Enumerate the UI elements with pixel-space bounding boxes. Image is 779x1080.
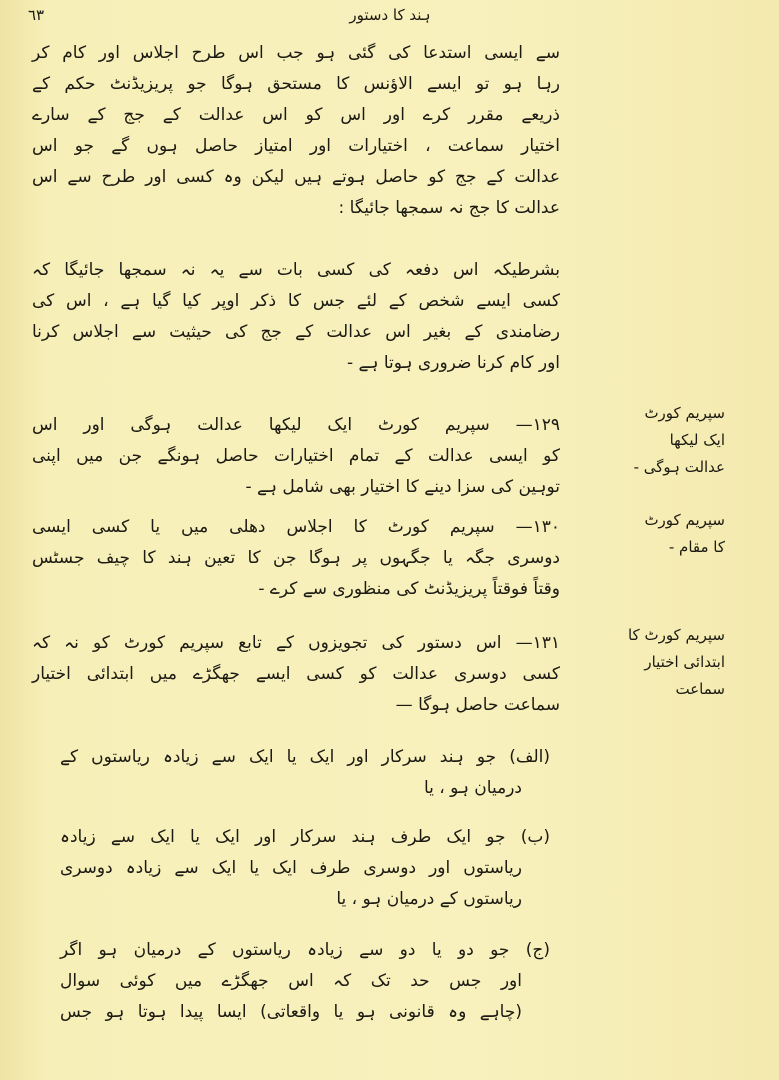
text-line: ذریعے مقرر کرے اور اس کو اس عدالت کے جج کے سارے [32, 105, 560, 125]
text-line: ۱۳۱— اس دستور کی تجویزوں کے تابع سپریم کورٹ کو نہ کہ [32, 633, 560, 653]
margin-note-line: عدالت ہوگی - [633, 458, 725, 476]
text-line: (ج) جو دو یا دو سے زیادہ ریاستوں کے درمیان ہو اگر [60, 940, 550, 960]
margin-note-131 [580, 622, 725, 703]
section-129 [32, 410, 560, 503]
text-line: (الف) جو ہند سرکار اور ایک یا ایک سے زیادہ ریاستوں کے [60, 747, 550, 767]
margin-note-line: سپریم کورٹ [644, 511, 725, 529]
text-line: ۱۲۹— سپریم کورٹ ایک لیکھا عدالت ہوگی اور اس [32, 415, 560, 435]
text-line: سماعت حاصل ہوگا — [395, 695, 560, 715]
paragraph-continuation [32, 38, 560, 224]
margin-note-line: سماعت [675, 680, 725, 698]
text-line: دوسری جگہ یا جگہوں پر ہوگا جن کا تعین ہند کا چیف جسٹس [32, 548, 560, 568]
margin-note-130 [580, 507, 725, 561]
margin-note-line: کا مقام - [668, 538, 725, 556]
text-line: (ب) جو ایک طرف ہند سرکار اور ایک یا ایک سے زیادہ [60, 827, 550, 847]
text-line: (چاہے وہ قانونی ہو یا واقعاتی) ایسا پیدا ہوتا ہو جس [60, 1002, 522, 1022]
text-line: بشرطیکہ اس دفعہ کی کسی بات سے یہ نہ سمجھا جائیگا کہ [32, 260, 560, 280]
section-131 [32, 628, 560, 721]
text-line: سے ایسی استدعا کی گئی ہو جب اس طرح اجلاس اور کام کر [32, 43, 560, 63]
text-line: کسی ایسے شخص کے لئے جس کا ذکر اوپر کیا گیا ہے ، اس کی [32, 291, 560, 311]
margin-note-line: ابتدائی اختیار [644, 653, 725, 671]
text-line: اختیار سماعت ، اختیارات اور امتیاز حاصل ہوں گے جو اس [32, 136, 560, 156]
text-line: کسی دوسری عدالت کو کسی ایسے جھگڑے میں ابتدائی اختیار [32, 664, 560, 684]
text-line: ریاستوں کے درمیان ہو ، یا [336, 889, 522, 909]
clause-alif [60, 742, 550, 804]
text-line: عدالت کے جج کو حاصل ہوتے ہیں لیکن وہ کسی اور طرح سے اس [32, 167, 560, 187]
text-line: عدالت کا جج نہ سمجھا جائیگا : [338, 198, 560, 218]
margin-note-line: ایک لیکھا [669, 431, 725, 449]
proviso-paragraph [32, 255, 560, 379]
section-130 [32, 512, 560, 605]
text-line: اور جس حد تک کہ اس جھگڑے میں کوئی سوال [60, 971, 522, 991]
text-line: وقتاً فوقتاً پریزیڈنٹ کی منظوری سے کرے - [258, 579, 560, 599]
text-line: ریاستوں اور دوسری طرف ایک یا ایک سے زیادہ دوسری [60, 858, 522, 878]
page-header [0, 4, 779, 30]
clause-jeem [60, 935, 550, 1028]
page-number: ٦٣ [28, 6, 45, 24]
text-line: اور کام کرنا ضروری ہوتا ہے - [347, 353, 560, 373]
text-line: ۱۳۰— سپریم کورٹ کا اجلاس دھلی میں یا کسی ایسی [32, 517, 560, 537]
text-line: توہین کی سزا دینے کا اختیار بھی شامل ہے - [245, 477, 560, 497]
running-title: ہند کا دستور [349, 6, 431, 24]
text-line: درمیان ہو ، یا [423, 778, 522, 798]
text-line: کو ایسی عدالت کے تمام اختیارات حاصل ہونگے جن میں اپنی [32, 446, 560, 466]
clause-bay [60, 822, 550, 915]
margin-note-129 [580, 400, 725, 481]
margin-note-line: سپریم کورٹ [644, 404, 725, 422]
text-line: رہا ہو تو ایسے الاؤنس کا مستحق ہوگا جو پریزیڈنٹ حکم کے [32, 74, 560, 94]
text-line: رضامندی کے بغیر اس عدالت کے جج کی حیثیت سے اجلاس کرنا [32, 322, 560, 342]
margin-note-line: سپریم کورٹ کا [627, 626, 725, 644]
